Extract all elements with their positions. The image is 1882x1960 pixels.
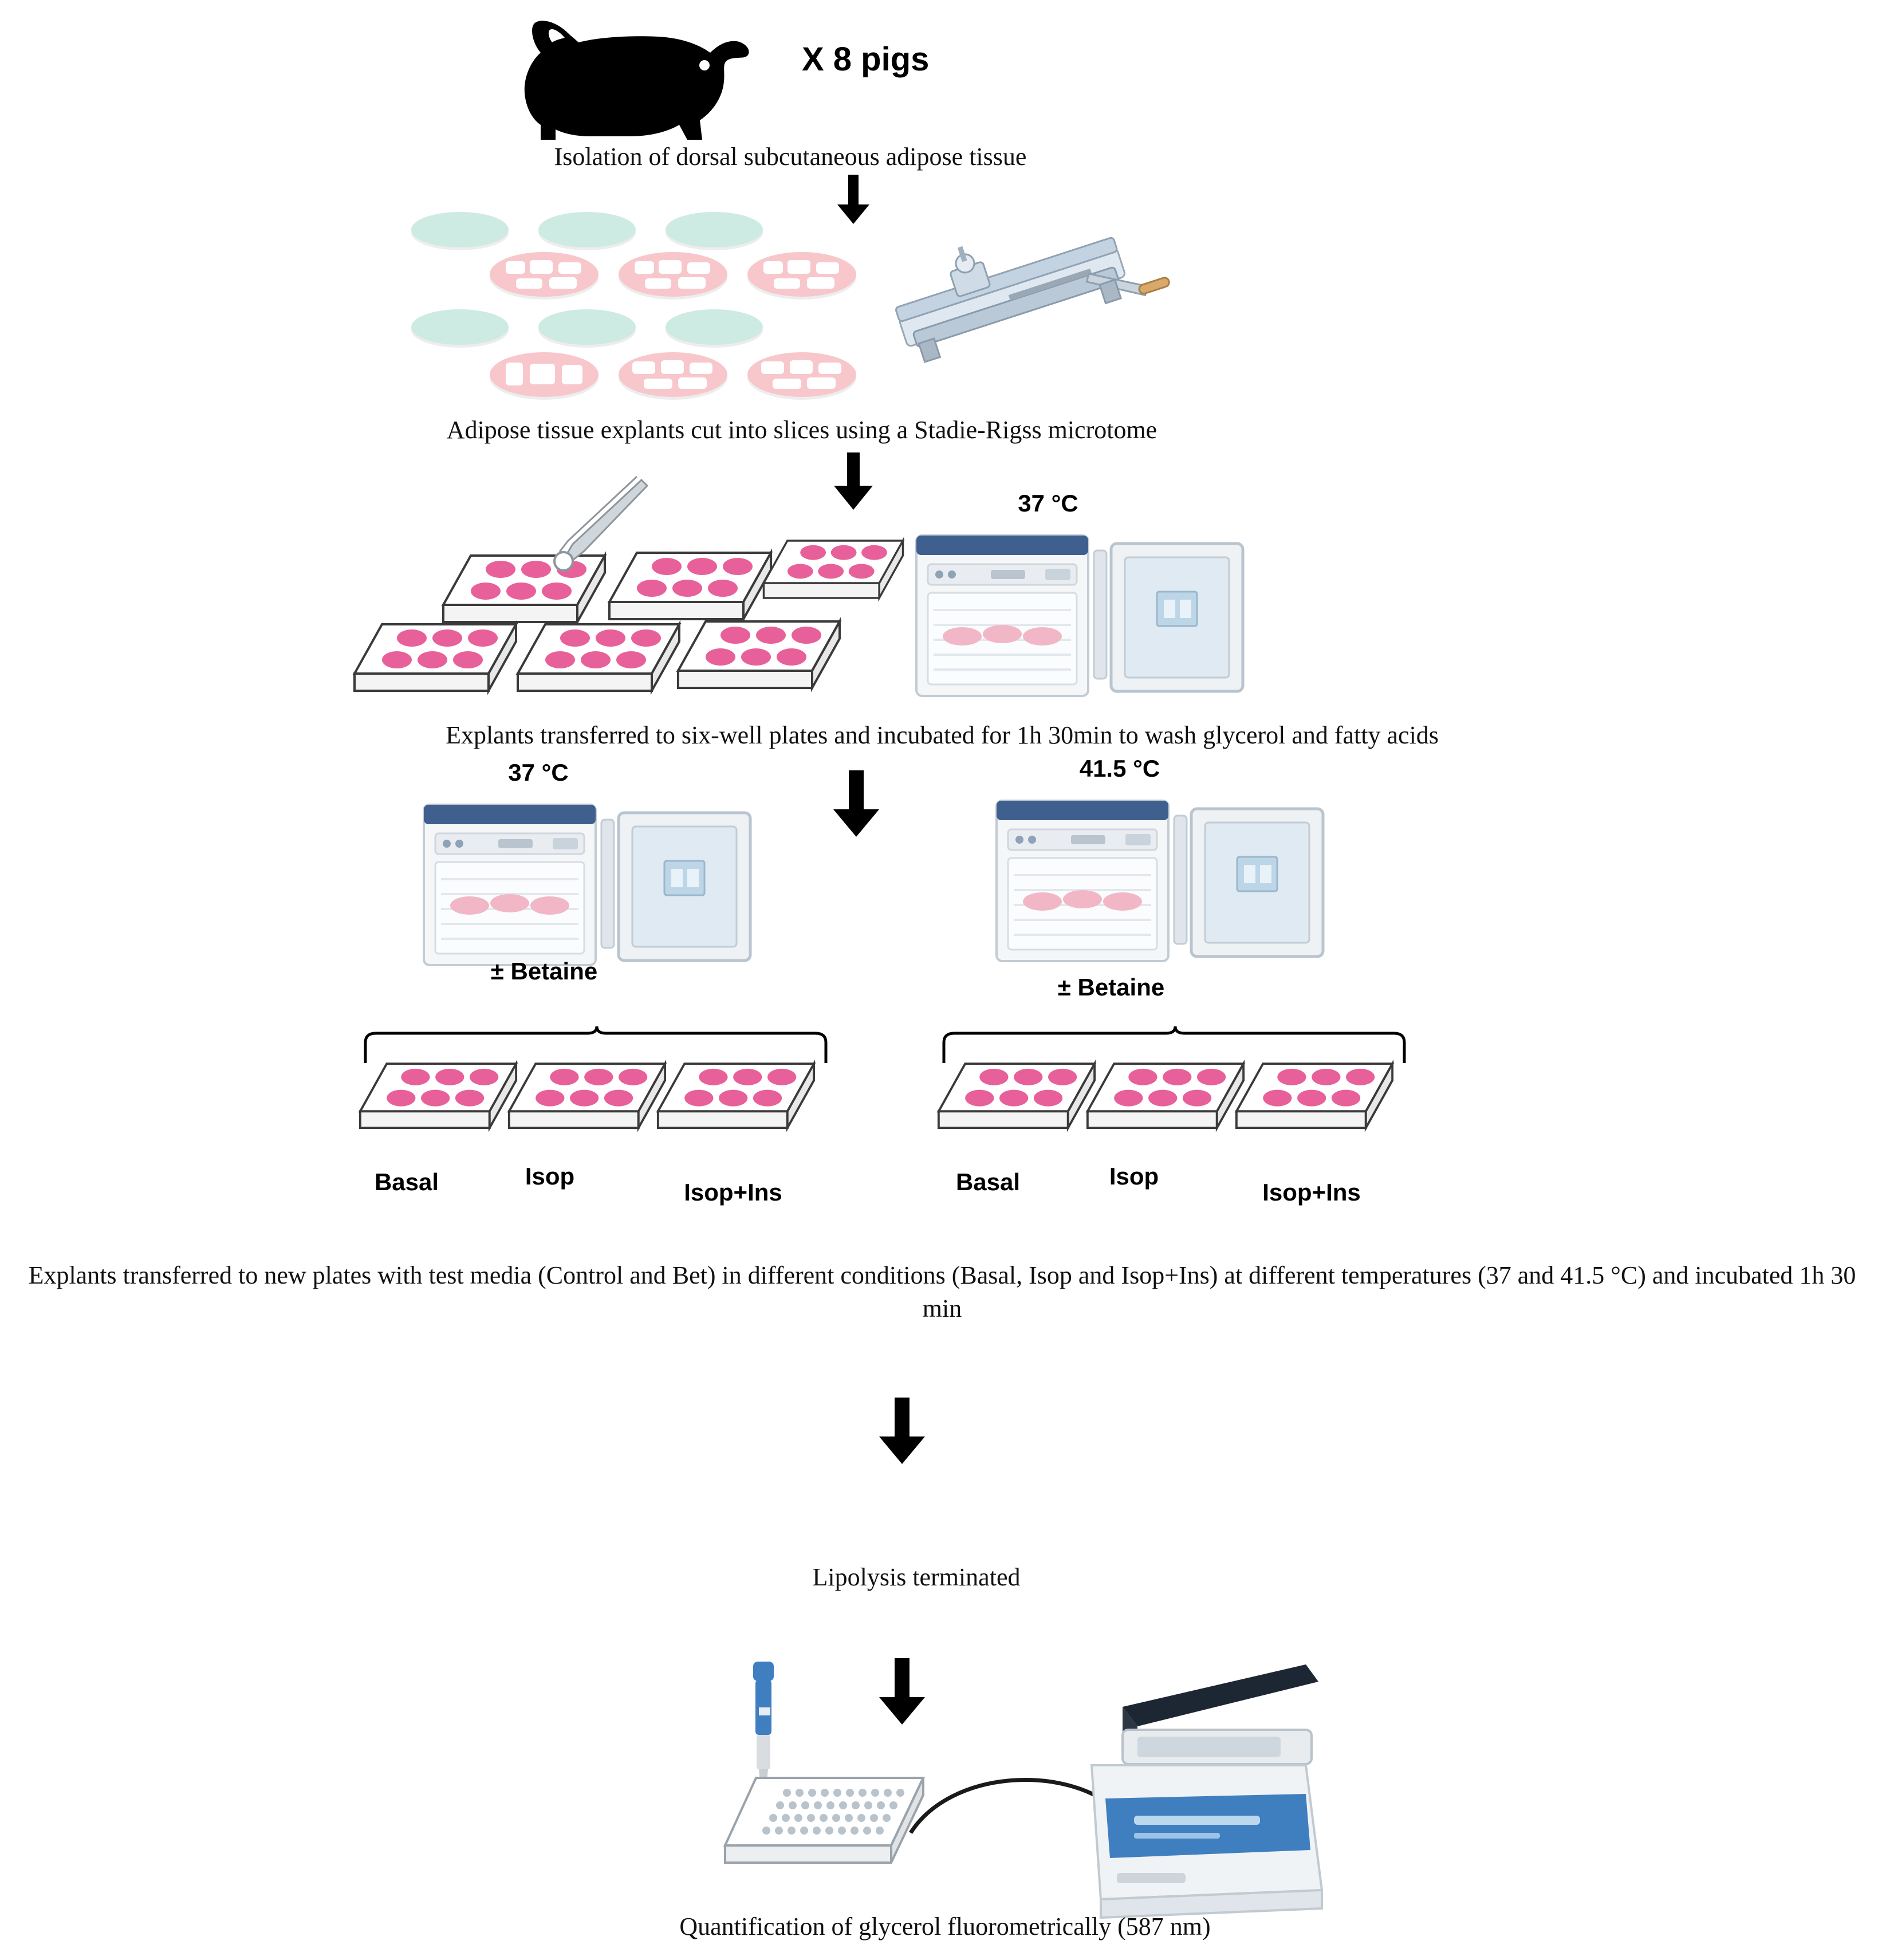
petri-dish-icon (490, 352, 599, 397)
fluorescence-plate-reader-icon (1037, 1644, 1346, 1924)
caption-wash-incubation: Explants transferred to six-well plates and incubated for 1h 30min to wash glycerol and fatty acids (446, 721, 1439, 749)
condition-label-isop-right: Isop (1109, 1163, 1159, 1190)
petri-dish-icon (619, 352, 727, 397)
six-well-plate-icon (515, 619, 682, 705)
petri-dish-icon (411, 309, 509, 345)
petri-dish-icon (747, 252, 856, 297)
petri-dish-icon (538, 212, 636, 247)
petri-dish-icon (666, 212, 763, 247)
petri-dish-icon (619, 252, 727, 297)
caption-termination: Lipolysis terminated (812, 1563, 1021, 1591)
caption-isolation: Isolation of dorsal subcutaneous adipose tissue (554, 143, 1027, 171)
96-well-microplate-icon (722, 1770, 928, 1884)
condition-label-isopins-right: Isop+Ins (1262, 1179, 1361, 1206)
six-well-plate-icon (1234, 1057, 1395, 1143)
six-well-plate-icon (676, 616, 842, 702)
temperature-label-wash: 37 °C (1018, 490, 1078, 517)
condition-label-isopins-left: Isop+Ins (684, 1179, 782, 1206)
condition-label-basal-right: Basal (955, 1168, 1021, 1195)
stadie-rigss-microtome-icon (882, 226, 1180, 410)
six-well-plate-icon (656, 1057, 816, 1143)
petri-dish-icon (490, 252, 599, 297)
down-arrow-icon (882, 1658, 922, 1733)
petri-dish-icon (747, 352, 856, 397)
six-well-plate-icon (507, 1057, 667, 1143)
caption-slicing: Adipose tissue explants cut into slices using a Stadie-Rigss microtome (446, 416, 1157, 444)
petri-dish-icon (411, 212, 509, 247)
down-arrow-icon (836, 452, 871, 515)
incubator-icon (905, 524, 1260, 713)
six-well-plate-icon (762, 533, 905, 613)
down-arrow-icon (836, 770, 876, 845)
pigs-count-label: X 8 pigs (802, 41, 930, 78)
petri-dish-icon (538, 309, 636, 345)
treatment-label-left: ± Betaine (490, 958, 598, 985)
pig-silhouette-icon (515, 10, 762, 142)
incubator-icon (985, 789, 1340, 978)
incubator-icon (412, 793, 767, 982)
caption-treatment: Explants transferred to new plates with test media (Control and Bet) in different conditions (Basal, Isop and Isop+Ins) at different temperatures (37 and 41.5 °C) and incubated 1h 30 min (28, 1261, 1856, 1323)
temperature-label-left: 37 °C (508, 759, 569, 786)
caption-quantification: Quantification of glycerol fluorometrically (587 nm) (679, 1912, 1211, 1941)
six-well-plate-icon (936, 1057, 1097, 1143)
down-arrow-icon (836, 175, 871, 226)
six-well-plate-icon (352, 619, 518, 705)
condition-label-basal-left: Basal (374, 1168, 439, 1195)
temperature-label-right: 41.5 °C (1079, 755, 1160, 782)
treatment-label-right: ± Betaine (1057, 974, 1165, 1001)
down-arrow-icon (882, 1398, 922, 1472)
six-well-plate-icon (358, 1057, 518, 1143)
forceps-icon (504, 475, 653, 578)
six-well-plate-icon (1085, 1057, 1246, 1143)
petri-dish-icon (666, 309, 763, 345)
condition-label-isop-left: Isop (525, 1163, 575, 1190)
